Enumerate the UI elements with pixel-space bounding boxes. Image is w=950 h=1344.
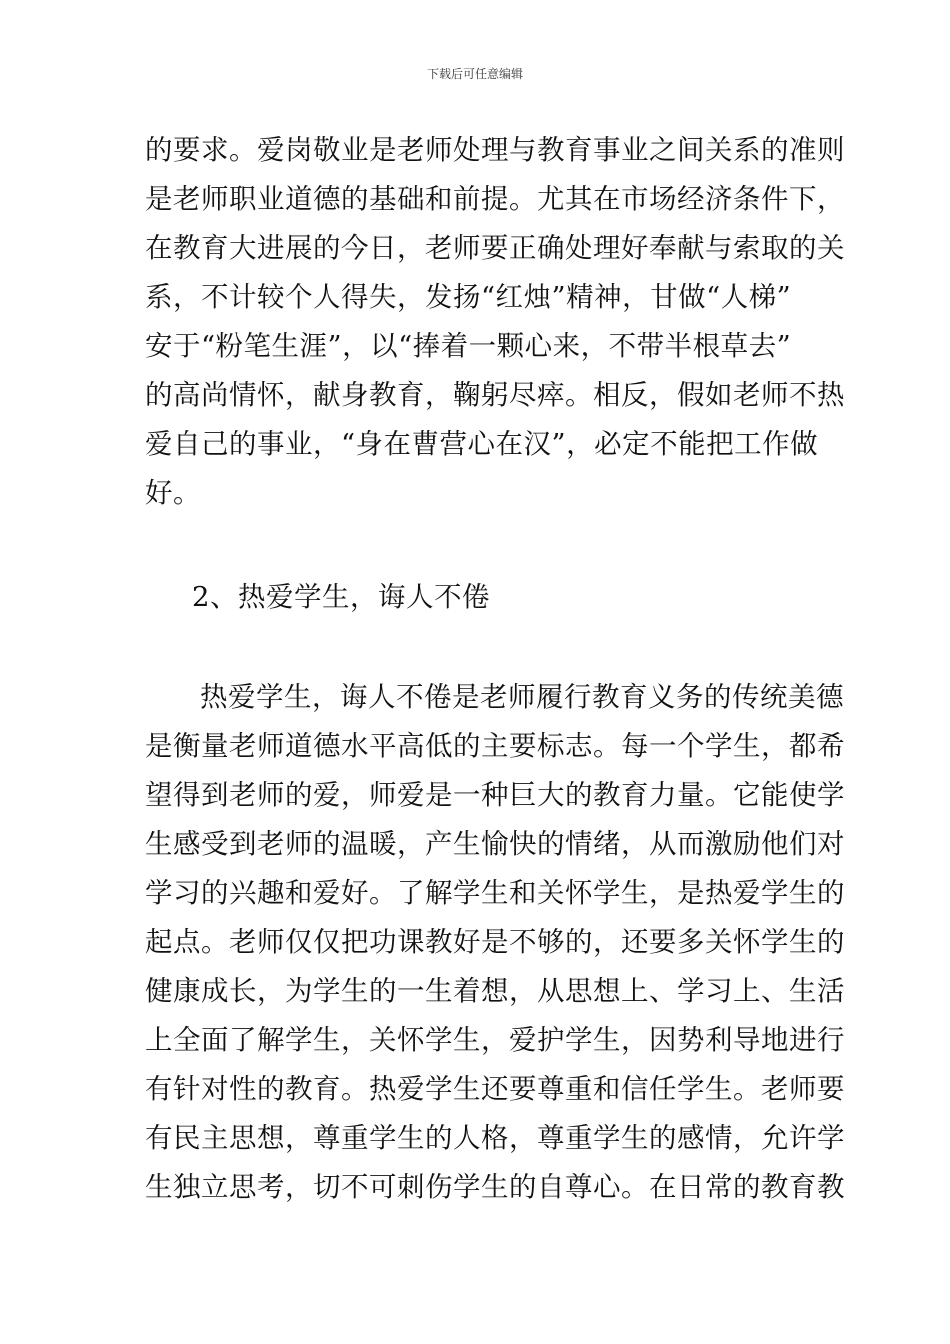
page-header-note: 下载后可任意编辑 [426, 67, 523, 81]
text-line: 有针对性的教育。热爱学生还要尊重和信任学生。老师要 [145, 1073, 845, 1105]
text-line: 爱自己的事业，“身在曹营心在汉”，必定不能把工作做 [145, 428, 819, 460]
text-line: 有民主思想，尊重学生的人格，尊重学生的感情，允许学 [145, 1122, 845, 1154]
text-line: 的要求。爱岗敬业是老师处理与教育事业之间关系的准则 [145, 134, 845, 166]
text-line: 上全面了解学生，关怀学生，爱护学生，因势利导地进行 [145, 1024, 845, 1056]
text-line: 是衡量老师道德水平高低的主要标志。每一个学生，都希 [145, 730, 845, 762]
text-line: 是老师职业道德的基础和前提。尤其在市场经济条件下， [145, 183, 845, 215]
text-line: 生独立思考，切不可刺伤学生的自尊心。在日常的教育教 [145, 1171, 845, 1203]
text-line: 热爱学生，诲人不倦是老师履行教育义务的传统美德 [200, 681, 844, 713]
text-line: 好。 [145, 477, 201, 509]
text-line: 健康成长，为学生的一生着想，从思想上、学习上、生活 [145, 975, 845, 1007]
text-line: 在教育大进展的今日，老师要正确处理好奉献与索取的关 [145, 232, 845, 264]
text-line: 的高尚情怀，献身教育，鞠躬尽瘁。相反，假如老师不热 [145, 379, 845, 411]
text-line: 学习的兴趣和爱好。了解学生和关怀学生，是热爱学生的 [145, 877, 845, 909]
text-line: 安于“粉笔生涯”，以“捧着一颗心来，不带半根草去” [145, 330, 792, 362]
section-heading: 2、热爱学生，诲人不倦 [192, 581, 490, 613]
text-line: 生感受到老师的温暖，产生愉快的情绪，从而激励他们对 [145, 828, 845, 860]
text-line: 系，不计较个人得失，发扬“红烛”精神，甘做“人梯” [145, 281, 792, 313]
text-line: 起点。老师仅仅把功课教好是不够的，还要多关怀学生的 [145, 926, 845, 958]
text-line: 望得到老师的爱，师爱是一种巨大的教育力量。它能使学 [145, 779, 845, 811]
